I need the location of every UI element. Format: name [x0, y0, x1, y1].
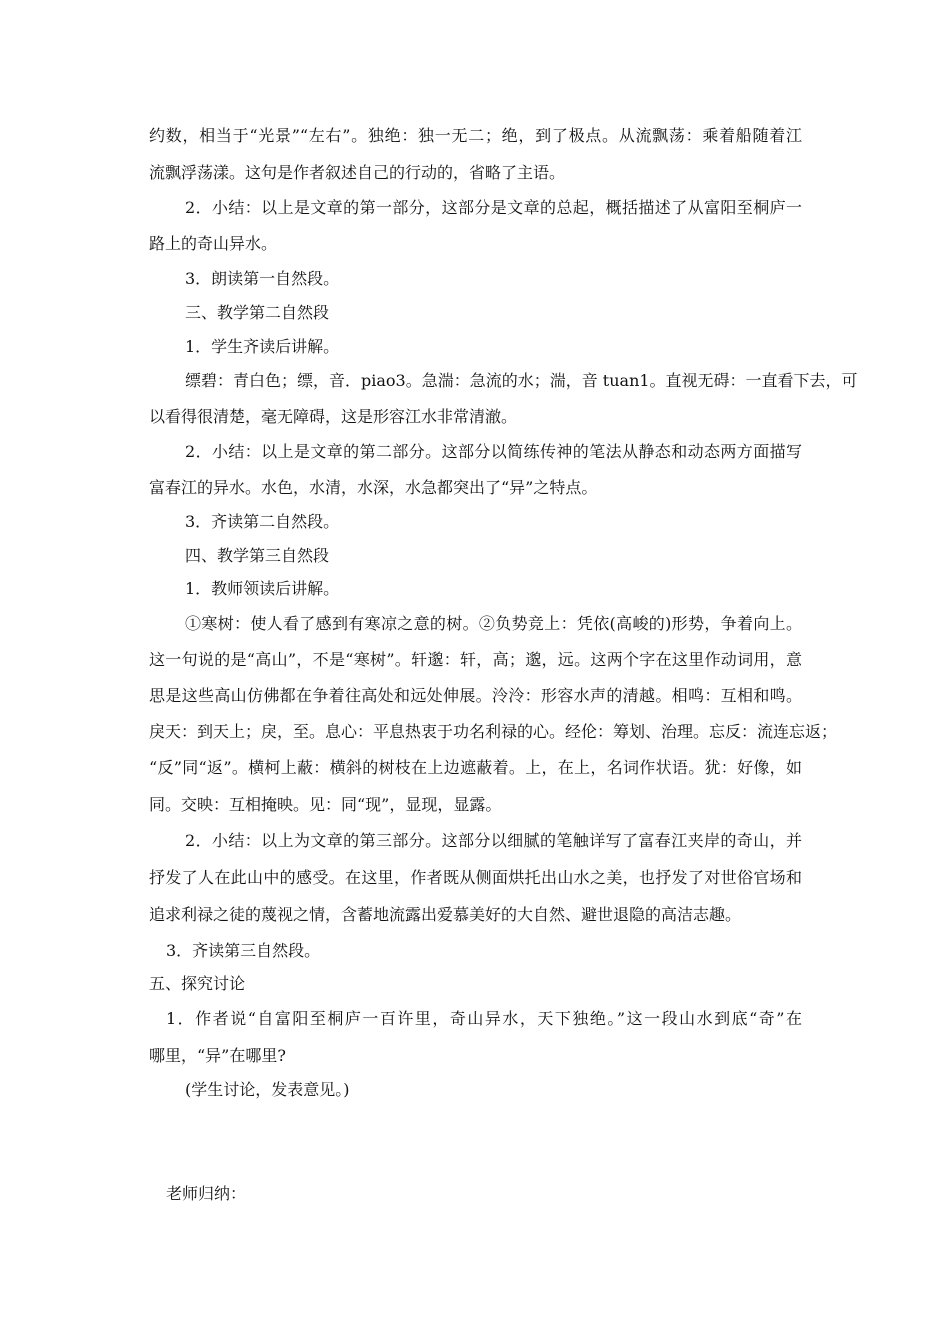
text-line: 思是这些高山仿佛都在争着往高处和远处伸展。泠泠：形容水声的清越。相鸣：互相和鸣。	[149, 686, 802, 705]
text-line: 路上的奇山异水。	[149, 234, 278, 253]
section-heading: 五、探究讨论	[149, 974, 246, 993]
text-line: 这一句说的是“高山”，不是“寒树”。轩邈：轩，高；邈，远。这两个字在这里作动词用，意	[149, 650, 802, 669]
text-line: 流飘浮荡漾。这句是作者叙述自己的行动的，省略了主语。	[149, 163, 566, 182]
text-line: 1．作者说“自富阳至桐庐一百许里，奇山异水，天下独绝。”这一段山水到底“奇”在	[166, 1009, 802, 1028]
section-heading: 四、教学第三自然段	[185, 546, 330, 565]
section-heading: 三、教学第二自然段	[185, 303, 330, 322]
text-line: 约数，相当于“光景”“左右”。独绝：独一无二；绝，到了极点。从流飘荡：乘着船随着江	[149, 126, 802, 145]
text-line: 1．学生齐读后讲解。	[185, 337, 340, 356]
text-line: 3．齐读第二自然段。	[185, 512, 340, 531]
text-line: 缥碧：青白色；缥，音．piao3。急湍：急流的水；湍，音 tuan1。直视无碍：一直看下去，可	[185, 371, 858, 390]
text-line: (学生讨论，发表意见。)	[185, 1080, 350, 1099]
text-line: “反”同“返”。横柯上蔽：横斜的树枝在上边遮蔽着。上，在上，名词作状语。犹：好像，如	[149, 758, 802, 777]
text-line: 以看得很清楚，毫无障碍，这是形容江水非常清澈。	[149, 407, 518, 426]
text-line: 1．教师领读后讲解。	[185, 579, 340, 598]
text-line: 2．小结：以上是文章的第一部分，这部分是文章的总起，概括描述了从富阳至桐庐一	[185, 198, 802, 217]
text-line: 哪里，“异”在哪里?	[149, 1046, 286, 1065]
text-line: 3．朗读第一自然段。	[185, 269, 340, 288]
text-line: 追求利禄之徒的蔑视之情，含蓄地流露出爱慕美好的大自然、避世退隐的高洁志趣。	[149, 905, 742, 924]
text-line: 同。交映：互相掩映。见：同“现”，显现，显露。	[149, 795, 502, 814]
text-line: 戾天：到天上；戾，至。息心：平息热衷于功名利禄的心。经伦：筹划、治理。忘反：流连忘返；	[149, 722, 838, 741]
text-line: 2．小结：以上是文章的第二部分。这部分以简练传神的笔法从静态和动态两方面描写	[185, 442, 802, 461]
text-line: 抒发了人在此山中的感受。在这里，作者既从侧面烘托出山水之美，也抒发了对世俗官场和	[149, 868, 802, 887]
text-line: 3．齐读第三自然段。	[166, 941, 321, 960]
text-line: 2．小结：以上为文章的第三部分。这部分以细腻的笔触详写了富春江夹岸的奇山，并	[185, 831, 802, 850]
text-line: 老师归纳：	[166, 1184, 247, 1203]
text-line: ①寒树：使人看了感到有寒凉之意的树。②负势竞上：凭依(高峻的)形势，争着向上。	[185, 614, 802, 633]
text-line: 富春江的异水。水色，水清，水深，水急都突出了“异”之特点。	[149, 478, 598, 497]
